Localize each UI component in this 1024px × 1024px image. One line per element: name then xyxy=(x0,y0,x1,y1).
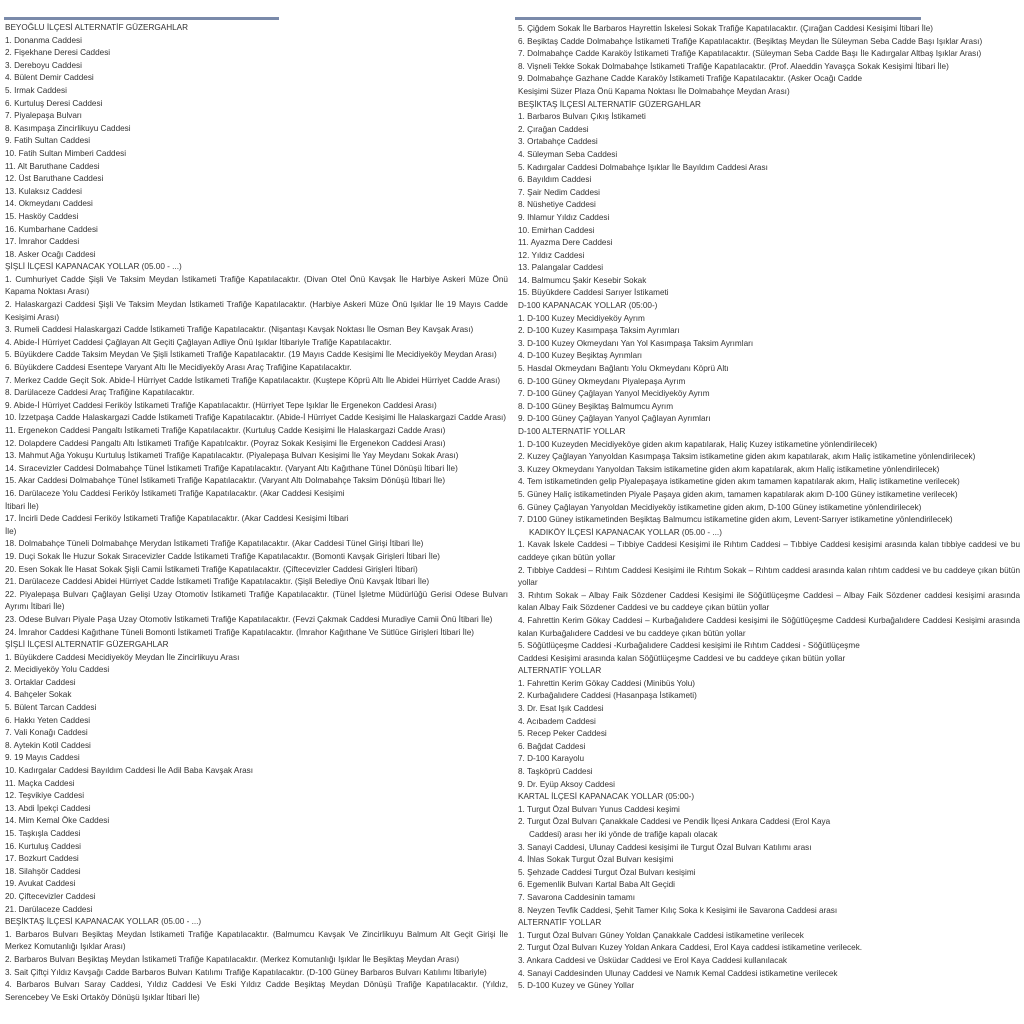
text-line: KADIKÖY İLÇESİ KAPANACAK YOLLAR (05.00 - ...) xyxy=(529,527,722,537)
text-line: 2. Kuzey Çağlayan Yanyoldan Kasımpaşa Taksim istikametine giden akım kapatılarak, akım Haliç istikametine yönlendirilecek) xyxy=(518,452,976,462)
text-line: 1. Donanma Caddesi xyxy=(5,35,82,45)
text-line: BEŞİKTAŞ İLÇESİ ALTERNATİF GÜZERGAHLAR xyxy=(518,99,701,109)
text-line: D-100 KAPANACAK YOLLAR (05:00-) xyxy=(518,301,658,311)
text-line: 6. Egemenlik Bulvarı Kartal Baba Alt Geçidi xyxy=(518,880,676,890)
text-line: 1. Turgut Özal Bulvarı Yunus Caddesi keşimi xyxy=(518,804,680,814)
text-line: 7. D-100 Karayolu xyxy=(518,754,584,764)
text-line: 6. Bayıldım Caddesi xyxy=(518,175,592,185)
text-line: 17. Bozkurt Caddesi xyxy=(5,854,79,864)
text-line: 5. Söğütlüçeşme Caddesi -Kurbağalıdere Caddesi kesişimi ile Rıhtım Caddesi - Söğütlüçeşme xyxy=(518,641,860,651)
text-line: 4. İhlas Sokak Turgut Özal Bulvarı kesişimi xyxy=(518,855,674,865)
text-line: 10. Fatih Sultan Mimberi Caddesi xyxy=(5,148,127,158)
text-line: 17. İmrahor Caddesi xyxy=(5,237,80,247)
text-line: 3. Dr. Esat Işık Caddesi xyxy=(518,704,604,714)
text-line: 4. Bahçeler Sokak xyxy=(5,690,72,700)
text-line: 3. D-100 Kuzey Okmeydanı Yan Yol Kasımpaşa Taksim Ayrımları xyxy=(518,338,754,348)
text-line: 9. Abide-İ Hürriyet Caddesi Feriköy İstikameti Trafiğe Kapatılacaktır. (Hürriyet Tepe Işıklar İle Ergenekon Caddesi Arası) xyxy=(5,400,437,410)
text-line: 4. Tem istikametinden gelip Piyalepaşaya istikametine giden akım tamamen kapatılarak akım, Haliç istikametine verilecek) xyxy=(518,477,960,487)
text-line: 7. Merkez Cadde Geçit Sok. Abide-İ Hürriyet Cadde İstikameti Trafiğe Kapatılacaktır. (Kuştepe Köprü Altı İle Abidei Hürriyet Cadde Arası) xyxy=(5,375,501,385)
text-line: 5. Recep Peker Caddesi xyxy=(518,729,607,739)
text-line: 4. Fahrettin Kerim Gökay Caddesi – Kurbağalıdere Caddesi kesişimi ile Söğütlüçeşme Caddesi Kurbağalıdere Caddesi Kesişimi arasında kalan Kurbağalıdere Caddesi ve bu caddeye çıkan bütün yollar xyxy=(518,615,1020,638)
text-line: 4. Abide-İ Hürriyet Caddesi Çağlayan Alt Geçiti Çağlayan Adliye Önü Işıklar İtibariyle Trafiğe Kapatılacaktır. xyxy=(5,337,392,347)
text-line: 10. İzzetpaşa Cadde Halaskargazi Cadde İstikameti Trafiğe Kapatılacaktır. (Abide-İ Hürriyet Cadde Kesişimi İle Halaskargazi Cadde Arası) xyxy=(5,413,507,423)
text-line: 4. Acıbadem Caddesi xyxy=(518,716,596,726)
text-line: 2. Turgut Özal Bulvarı Kuzey Yoldan Ankara Caddesi, Erol Kaya caddesi istikametine verilecek. xyxy=(518,943,863,953)
text-line: 3. Kuzey Okmeydanı Yanyoldan Taksim istikametine giden akım kapatılarak, akım Haliç istikametine yönlendirilecek) xyxy=(518,464,940,474)
text-line: 4. Bülent Demir Caddesi xyxy=(5,73,94,83)
text-line: 1. Turgut Özal Bulvarı Güney Yoldan Çanakkale Caddesi istikametine verilecek xyxy=(518,930,804,940)
text-line: 6. D-100 Güney Okmeydanı Piyalepaşa Ayrım xyxy=(518,376,686,386)
text-line: ŞİŞLİ İLÇESİ ALTERNATİF GÜZERGAHLAR xyxy=(5,640,169,650)
text-line: 7. Şair Nedim Caddesi xyxy=(518,187,600,197)
text-line: BEYOĞLU İLÇESİ ALTERNATİF GÜZERGAHLAR xyxy=(5,23,189,32)
text-line: 12. Yıldız Caddesi xyxy=(518,250,585,260)
left-text-column xyxy=(5,22,508,1004)
text-line: 5. Çiğdem Sokak İle Barbaros Hayrettin İskelesi Sokak Trafiğe Kapatılacaktır. (Çırağan Caddesi Kesişimi İtibari İle) xyxy=(518,24,934,33)
text-line: 13. Kulaksız Caddesi xyxy=(5,186,82,196)
text-line: 6. Büyükdere Caddesi Esentepe Varyant Altı İle Mecidiyeköy Arası Araç Trafiğine Kapatılacaktır. xyxy=(5,363,352,373)
text-line: 16. Kumbarhane Caddesi xyxy=(5,224,98,234)
text-line: Kesişimi Süzer Plaza Önü Kapama Noktası İle Dolmabahçe Meydan Arası) xyxy=(518,86,790,96)
text-line: 13. Mahmut Ağa Yokuşu Kurtuluş İstikameti Trafiğe Kapatılacaktır. (Piyalepaşa Bulvarı Kesişimi İle Yay Meydanı Sokak Arası) xyxy=(5,451,459,461)
text-line: 5. Hasdal Okmeydanı Bağlantı Yolu Okmeydanı Köprü Altı xyxy=(518,364,729,374)
text-line: 3. Rumeli Caddesi Halaskargazi Cadde İstikameti Trafiğe Kapatılacaktır. (Nişantaşı Kavşak Noktası İle Osman Bey Kavşak Arası) xyxy=(5,325,474,335)
text-line: 3. Ankara Caddesi ve Üsküdar Caddesi ve Erol Kaya Caddesi kullanılacak xyxy=(518,955,787,965)
text-line: 9. 19 Mayıs Caddesi xyxy=(5,753,80,763)
text-line: 3. Rıhtım Sokak – Albay Faik Sözdener Caddesi Kesişimi ile Söğütlüçeşme Caddesi – Albay Faik Sözdener caddesi kesişimi arasında kalan Albay Faik Sözdener Caddesi ve bu caddeye çıkan bütün yollar xyxy=(518,590,1020,613)
text-line: 1. Barbaros Bulvarı Çıkış İstikameti xyxy=(518,112,646,122)
text-line: 16. Darülaceze Yolu Caddesi Feriköy İstikameti Trafiğe Kapatılacaktır. (Akar Caddesi Kesişimi xyxy=(5,488,345,498)
text-line: Caddesi) arası her iki yönde de trafiğe kapalı olacak xyxy=(529,830,718,839)
text-line: ALTERNATİF YOLLAR xyxy=(518,918,602,928)
text-line: 2. Çırağan Caddesi xyxy=(518,124,589,134)
text-line: 6. Beşiktaş Cadde Dolmabahçe İstikameti Trafiğe Kapatılacaktır. (Beşiktaş Meydan İle Süleyman Seba Cadde Başı Işıklar Arası) xyxy=(518,36,983,46)
text-line: 18. Dolmabahçe Tüneli Dolmabahçe Merydan İstikameti Trafiğe Kapatılacaktır. (Akar Caddesi Tünel Girişi İtibari İle) xyxy=(5,539,424,549)
text-line: 2. Barbaros Bulvarı Beşiktaş Meydan İstikameti Trafiğe Kapatılacaktır. (Merkez Komutanlığı Işıklar İle Beşiktaş Meydan Arası) xyxy=(5,954,460,964)
text-line: 3. Sanayi Caddesi, Ulunay Caddesi kesişimi ile Turgut Özal Bulvarı Katılımı arası xyxy=(518,842,812,852)
text-line: 2. Kurbağalıdere Caddesi (Hasanpaşa İstikameti) xyxy=(518,691,697,701)
text-line: 2. Turgut Özal Bulvarı Çanakkale Caddesi ve Pendik İlçesi Ankara Caddesi (Erol Kaya xyxy=(518,817,831,827)
text-line: 3. Ortaklar Caddesi xyxy=(5,677,76,687)
top-rule-left xyxy=(4,17,279,20)
top-rule-right xyxy=(515,17,921,20)
text-line: 13. Palangalar Caddesi xyxy=(518,263,604,273)
text-line: 5. Güney Haliç istikametinden Piyale Paşaya giden akım, tamamen kapatılarak akım D-100 Güney istikametine verilecek) xyxy=(518,489,958,499)
text-line: 5. Bülent Tarcan Caddesi xyxy=(5,703,97,713)
right-text-column xyxy=(518,23,1020,993)
text-line: 14. Sıracevizler Caddesi Dolmabahçe Tünel İstikameti Trafiğe Kapatılacaktır. (Varyant Altı Kağıthane Tünel Dönüşü İtibari İle) xyxy=(5,463,458,473)
text-line: 7. D-100 Güney Çağlayan Yanyol Mecidiyeköy Ayrım xyxy=(518,389,710,399)
text-line: 8. Neyzen Tevfik Caddesi, Şehit Tamer Kılıç Soka k Kesişimi ile Savarona Caddesi arası xyxy=(518,905,838,915)
text-line: 6. Hakkı Yeten Caddesi xyxy=(5,715,91,725)
text-line: ŞİŞLİ İLÇESİ KAPANACAK YOLLAR (05.00 - ...) xyxy=(5,262,182,272)
text-line: 10. Emirhan Caddesi xyxy=(518,225,595,235)
text-line: 9. D-100 Güney Çağlayan Yanyol Çağlayan Ayrımları xyxy=(518,414,711,424)
text-line: 21. Darülaceze Caddesi Abidei Hürriyet Cadde İstikameti Trafiğe Kapatılacaktır. (Şişli Belediye Önü Kavşak İtibari İle) xyxy=(5,577,430,587)
text-line: 5. Büyükdere Cadde Taksim Meydan Ve Şişli İstikameti Trafiğe Kapatılacaktır. (19 Mayıs Cadde Kesişimi İle Mecidiyeköy Meydan Arası) xyxy=(5,350,497,360)
text-line: 1. Cumhuriyet Cadde Şişli Ve Taksim Meydan İstikameti Trafiğe Kapatılacaktır. (Divan Otel Önü Kavşak İle Harbiye Askeri Müze Önü Kapama Noktası Arası) xyxy=(5,274,508,297)
text-line: ALTERNATİF YOLLAR xyxy=(518,666,602,676)
text-line: 5. Kadırgalar Caddesi Dolmabahçe Işıklar İle Bayıldım Caddesi Arası xyxy=(518,162,768,172)
text-line: 1. Barbaros Bulvarı Beşiktaş Meydan İstikameti Trafiğe Kapatılacaktır. (Balmumcu Kavşak Ve Zincirlikuyu Balmum Alt Geçit Girişi İle Merkez Komutanlığı Işıklar Arası) xyxy=(5,929,508,952)
text-line: 1. Kavak İskele Caddesi – Tıbbiye Caddesi Kesişimi ile Rıhtım Caddesi – Tıbbiye Caddesi kesişimi arasında kalan tıbbiye caddesi ve bu caddeye çıkan bütün yollar xyxy=(518,540,1020,562)
text-line: 5. Şehzade Caddesi Turgut Özal Bulvarı kesişimi xyxy=(518,867,696,877)
text-line: 10. Kadırgalar Caddesi Bayıldım Caddesi İle Adil Baba Kavşak Arası xyxy=(5,766,254,776)
text-line: 11. Maçka Caddesi xyxy=(5,778,75,788)
text-line: 7. Piyalepaşa Bulvarı xyxy=(5,111,82,121)
text-line: 8. Aytekin Kotil Caddesi xyxy=(5,740,91,750)
text-line: 18. Asker Ocağı Caddesi xyxy=(5,249,96,259)
text-line: 7. Dolmabahçe Cadde Karaköy İstikameti Trafiğe Kapatılacaktır. (Süleyman Seba Cadde Başı İle Kadırgalar Altbaş Işıklar Arası) xyxy=(518,49,982,59)
text-line: 5. Irmak Caddesi xyxy=(5,85,67,95)
text-line: 2. Tıbbiye Caddesi – Rıhtım Caddesi Kesişimi ile Rıhtım Sokak – Rıhtım caddesi arasında kalan rıhtım caddesi ve bu caddeye çıkan bütün yollar xyxy=(518,565,1020,588)
text-line: 8. Taşköprü Caddesi xyxy=(518,767,593,777)
text-line: 12. Üst Baruthane Caddesi xyxy=(5,174,104,184)
text-line: 20. Çiftecevizler Caddesi xyxy=(5,891,96,901)
text-line: 24. İmrahor Caddesi Kağıthane Tüneli Bomonti İstikameti Trafiğe Kapatılacaktır. (İmrahor Kağıthane Ve Sütlüce Girişleri İtibari İle) xyxy=(5,627,475,637)
text-line: 15. Büyükdere Caddesi Sarıyer İstikameti xyxy=(518,288,669,298)
text-line: 8. Darülaceze Caddesi Araç Trafiğine Kapatılacaktır. xyxy=(5,388,195,398)
text-line: 20. Esen Sokak İle Hasat Sokak Şişli Camii İstikameti Trafiğe Kapatılacaktır. (Çiftecevizler Caddesi Girişleri İtibari) xyxy=(5,564,418,574)
text-line: 7. Vali Konağı Caddesi xyxy=(5,728,88,738)
text-line: 4. Barbaros Bulvarı Saray Caddesi, Yıldız Caddesi Ve Eski Yıldız Cadde Beşiktaş Meydan Dönüşü Trafiğe Kapatılacaktır. (Yıldız, Serencebey Ve Eski Ortaköy Dönüşü Işıklar İtibari İle) xyxy=(5,980,508,1002)
text-line: 12. Dolapdere Caddesi Pangaltı Altı İstikameti Trafiğe Kapatılcaktır. (Poyraz Sokak Kesişimi İle Ergenekon Caddesi Arası) xyxy=(5,438,446,448)
text-line: 23. Odese Bulvarı Piyale Paşa Uzay Otomotiv İstikameti Trafiğe Kapatılacaktır. (Fevzi Çakmak Caddesi Muradiye Camii Önü İtibari İle) xyxy=(5,614,493,624)
text-line: 8. D-100 Güney Beşiktaş Balmumcu Ayrım xyxy=(518,401,674,411)
text-line: 17. İncirli Dede Caddesi Feriköy İstikameti Trafiğe Kapatılacaktır. (Akar Caddesi Kesişimi İtibari xyxy=(5,514,349,524)
text-line: 18. Silahşör Caddesi xyxy=(5,866,81,876)
text-line: İtibari İle) xyxy=(5,501,39,511)
text-line: 7. D100 Güney istikametinden Beşiktaş Balmumcu istikametine giden akım, Levent-Sarıyer istikametine yönlendirilecek) xyxy=(518,515,953,525)
text-line: 11. Ayazma Dere Caddesi xyxy=(518,238,613,248)
text-line: 19. Duçi Sokak İle Huzur Sokak Sıracevizler Cadde İstikameti Trafiğe Kapatılacaktır. (Bomonti Kavşak Girişleri İtibari İle) xyxy=(5,551,441,561)
text-line: 6. Kurtuluş Deresi Caddesi xyxy=(5,98,103,108)
text-line: 1. D-100 Kuzeyden Mecidiyeköye giden akım kapatılarak, Haliç Kuzey istikametine yönlendirilecek) xyxy=(518,439,878,449)
text-line: 8. Vişneli Tekke Sokak Dolmabahçe İstikameti Trafiğe Kapatılacaktır. (Prof. Alaeddin Yavaşça Sokak Kesişimi İtibari İle) xyxy=(518,61,949,71)
text-line: 2. Mecidiyeköy Yolu Caddesi xyxy=(5,665,110,675)
text-line: BEŞİKTAŞ İLÇESİ KAPANACAK YOLLAR (05.00 - ...) xyxy=(5,917,202,927)
text-line: 4. Sanayi Caddesinden Ulunay Caddesi ve Namık Kemal Caddesi istikametine verilecek xyxy=(518,968,838,978)
text-line: 9. Dr. Eyüp Aksoy Caddesi xyxy=(518,779,615,789)
text-line: 15. Taşkışla Caddesi xyxy=(5,829,81,838)
text-line: 1. D-100 Kuzey Mecidiyeköy Ayrım xyxy=(518,313,645,323)
text-line: 8. Nüshetiye Caddesi xyxy=(518,200,596,210)
text-line: 8. Kasımpaşa Zincirlikuyu Caddesi xyxy=(5,123,131,133)
text-line: 12. Teşvikiye Caddesi xyxy=(5,791,85,801)
text-line: 7. Savarona Caddesinin tamamı xyxy=(518,892,635,902)
text-line: 2. Fişekhane Deresi Caddesi xyxy=(5,48,111,58)
text-line: İle) xyxy=(5,526,17,536)
text-line: 11. Ergenekon Caddesi Pangaltı İstikameti Trafiğe Kapatılacaktır. (Kurtuluş Cadde Kesişimi İle Halaskargazi Cadde Arası) xyxy=(5,426,446,435)
text-line: 4. D-100 Kuzey Beşiktaş Ayrımları xyxy=(518,351,643,361)
text-line: 16. Kurtuluş Caddesi xyxy=(5,841,82,851)
text-line: 19. Avukat Caddesi xyxy=(5,879,76,889)
text-line: 14. Okmeydanı Caddesi xyxy=(5,199,93,209)
text-line: 2. Halaskargazi Caddesi Şişli Ve Taksim Meydan İstikameti Trafiğe Kapatılacaktır. (Harbiye Askeri Müze Önü Işıklar İle 19 Mayıs Cadde Kesişimi Arası) xyxy=(5,300,508,322)
text-line: Caddesi Kesişimi arasında kalan Söğütlüçeşme Caddesi ve bu caddeye çıkan bütün yollar xyxy=(518,653,846,663)
text-line: 1. Fahrettin Kerim Gökay Caddesi (Minibüs Yolu) xyxy=(518,678,696,688)
text-line: 15. Hasköy Caddesi xyxy=(5,211,79,221)
text-line: 4. Süleyman Seba Caddesi xyxy=(518,149,618,159)
text-line: 2. D-100 Kuzey Kasımpaşa Taksim Ayrımları xyxy=(518,326,680,336)
text-line: 13. Abdi İpekçi Caddesi xyxy=(5,803,91,813)
text-line: 22. Piyalepaşa Bulvarı Çağlayan Gelişi Uzay Otomotiv İstikameti Trafiğe Kapatılacaktır. (Tünel İşletme Müdürlüğü Gerisi Odese Bulvarı Ayrımı İtibari İle) xyxy=(5,589,508,612)
text-line: 9. Ihlamur Yıldız Caddesi xyxy=(518,212,610,222)
text-line: 9. Dolmabahçe Gazhane Cadde Karaköy İstikameti Trafiğe Kapatılacaktır. (Asker Ocağı Cadde xyxy=(518,74,863,84)
text-line: 1. Büyükdere Caddesi Mecidiyeköy Meydan İle Zincirlikuyu Arası xyxy=(5,652,240,662)
text-line: 15. Akar Caddesi Dolmabahçe Tünel İstikameti Trafiğe Kapatılacaktır. (Varyant Altı Dolmabahçe Taksim Dönüşü İtibari İle) xyxy=(5,476,446,486)
text-line: 3. Dereboyu Caddesi xyxy=(5,60,82,70)
text-line: 6. Bağdat Caddesi xyxy=(518,741,586,751)
text-line: KARTAL İLÇESİ KAPANACAK YOLLAR (05:00-) xyxy=(518,792,695,802)
text-line: 14. Balmumcu Şakir Kesebir Sokak xyxy=(518,275,647,285)
text-line: 14. Mim Kemal Öke Caddesi xyxy=(5,816,110,826)
text-line: D-100 ALTERNATİF YOLLAR xyxy=(518,427,626,436)
text-line: 5. D-100 Kuzey ve Güney Yollar xyxy=(518,981,635,991)
text-line: 3. Sait Çiftçi Yıldız Kavşağı Cadde Barbaros Bulvarı Katılımı Trafiğe Kapatılacaktır. (D-100 Güney Barbaros Bulvarı Katılımı İtibariyle) xyxy=(5,967,487,977)
text-line: 11. Alt Baruthane Caddesi xyxy=(5,161,100,171)
text-line: 21. Darülaceze Caddesi xyxy=(5,904,93,914)
text-line: 6. Güney Çağlayan Yanyoldan Mecidiyeköy istikametine giden akım, D-100 Güney istikametine yönlendirilecek) xyxy=(518,502,922,512)
text-line: 3. Ortabahçe Caddesi xyxy=(518,137,598,147)
text-line: 9. Fatih Sultan Caddesi xyxy=(5,136,91,146)
